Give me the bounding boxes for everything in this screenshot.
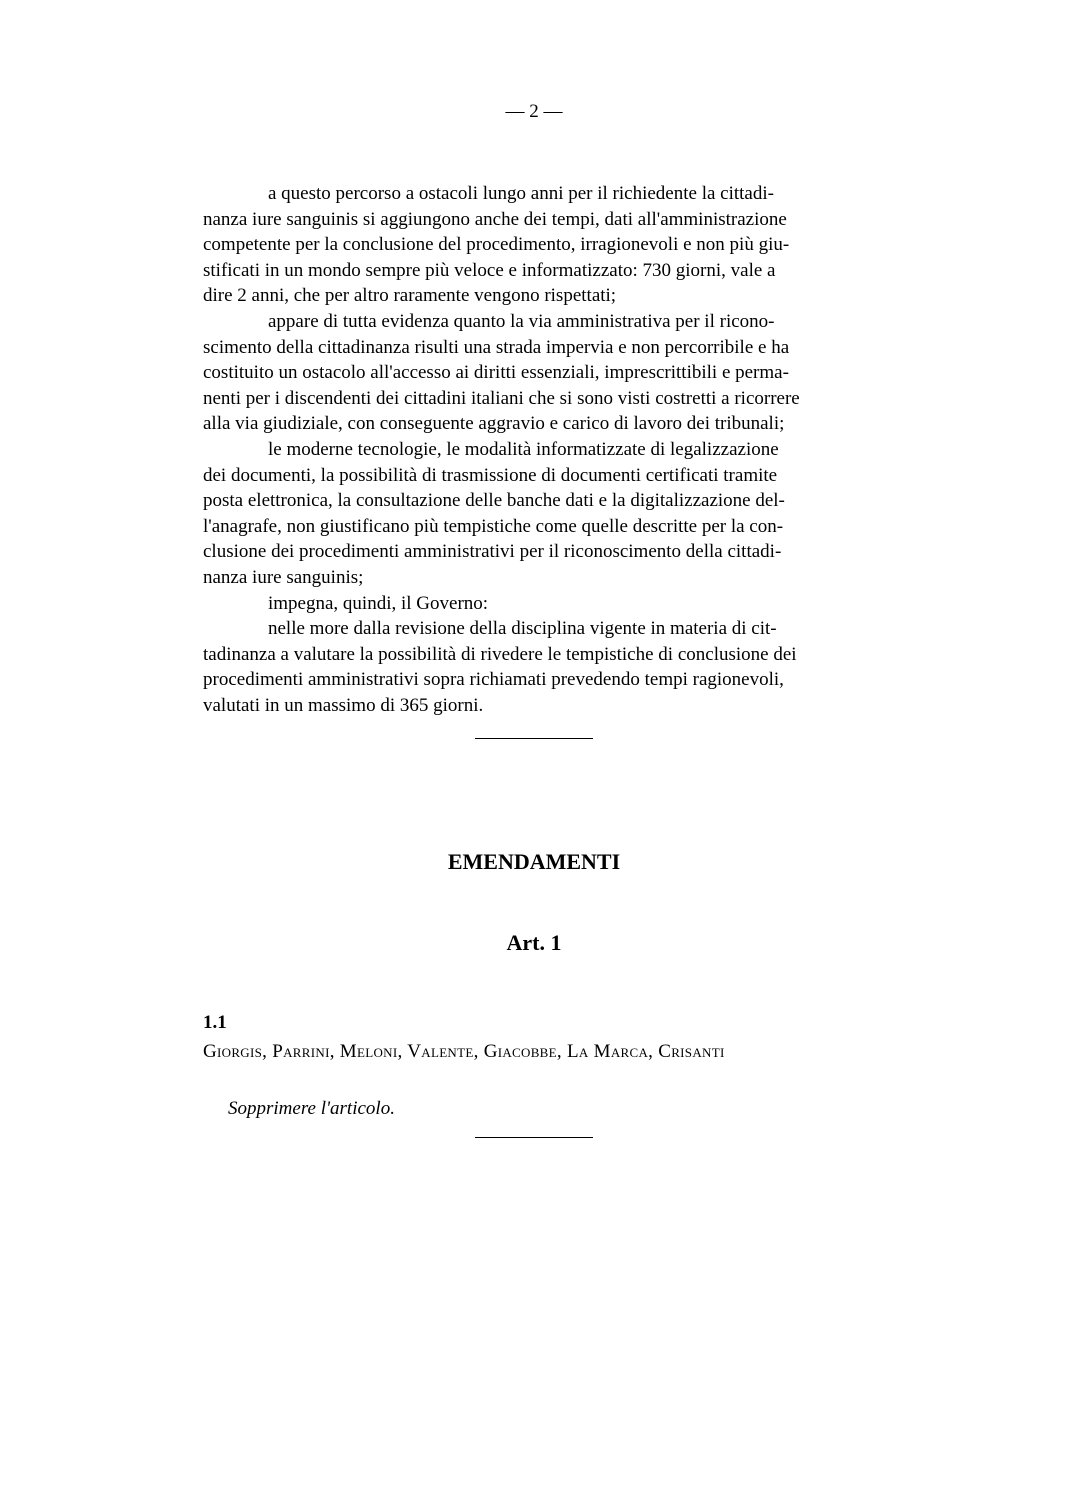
text-line: clusione dei procedimenti amministrativi per il riconoscimento della cittadi-: [203, 541, 782, 563]
text-line: appare di tutta evidenza quanto la via amministrativa per il ricono-: [268, 310, 775, 332]
text-line: nanza iure sanguinis;: [203, 566, 364, 588]
paragraph: [203, 591, 865, 617]
text-line: scimento della cittadinanza risulti una strada impervia e non percorribile e ha: [203, 336, 790, 358]
text-line: nenti per i discendenti dei cittadini italiani che si sono visti costretti a ricorrere: [203, 387, 800, 409]
amendment-signers: Giorgis, Parrini, Meloni, Valente, Giacobbe, La Marca, Crisanti: [203, 1041, 725, 1062]
section-title: EMENDAMENTI: [447, 849, 621, 874]
text-line: nelle more dalla revisione della disciplina vigente in materia di cit-: [268, 618, 777, 640]
text-line: stificati in un mondo sempre più veloce e informatizzato: 730 giorni, vale a: [203, 259, 776, 281]
text-line: tadinanza a valutare la possibilità di rivedere le tempistiche di conclusione dei: [203, 643, 797, 665]
paragraph: [203, 181, 865, 309]
text-line: le moderne tecnologie, le modalità informatizzate di legalizzazione: [268, 438, 779, 460]
resolution-text: [203, 181, 865, 718]
text-line: posta elettronica, la consultazione delle banche dati e la digitalizzazione del-: [203, 490, 785, 512]
text-line: impegna, quindi, il Governo:: [268, 592, 489, 614]
text-line: alla via giudiziale, con conseguente aggravio e carico di lavoro dei tribunali;: [203, 413, 785, 435]
text-line: competente per la conclusione del procedimento, irragionevoli e non più giu-: [203, 234, 790, 256]
text-line: nanza iure sanguinis si aggiungono anche dei tempi, dati all'amministrazione: [203, 208, 787, 230]
section-divider: [475, 738, 593, 739]
amendment-text: Sopprimere l'articolo.: [228, 1098, 395, 1119]
text-line: costituito un ostacolo all'accesso ai diritti essenziali, imprescrittibili e perma-: [203, 362, 789, 384]
text-line: dei documenti, la possibilità di trasmissione di documenti certificati tramite: [203, 464, 778, 486]
paragraph: [203, 309, 865, 437]
section-divider: [475, 1137, 593, 1138]
text-line: valutati in un massimo di 365 giorni.: [203, 694, 484, 716]
paragraph: [203, 616, 865, 718]
page-number: — 2 —: [505, 101, 563, 122]
article-title: Art. 1: [506, 930, 562, 955]
amendment-number: 1.1: [203, 1012, 227, 1033]
paragraph: [203, 437, 865, 591]
text-line: l'anagrafe, non giustificano più tempistiche come quelle descritte per la con-: [203, 515, 784, 537]
text-line: dire 2 anni, che per altro raramente vengono rispettati;: [203, 285, 617, 307]
text-line: a questo percorso a ostacoli lungo anni per il richiedente la cittadi-: [268, 183, 774, 204]
text-line: procedimenti amministrativi sopra richiamati prevedendo tempi ragionevoli,: [203, 669, 784, 691]
